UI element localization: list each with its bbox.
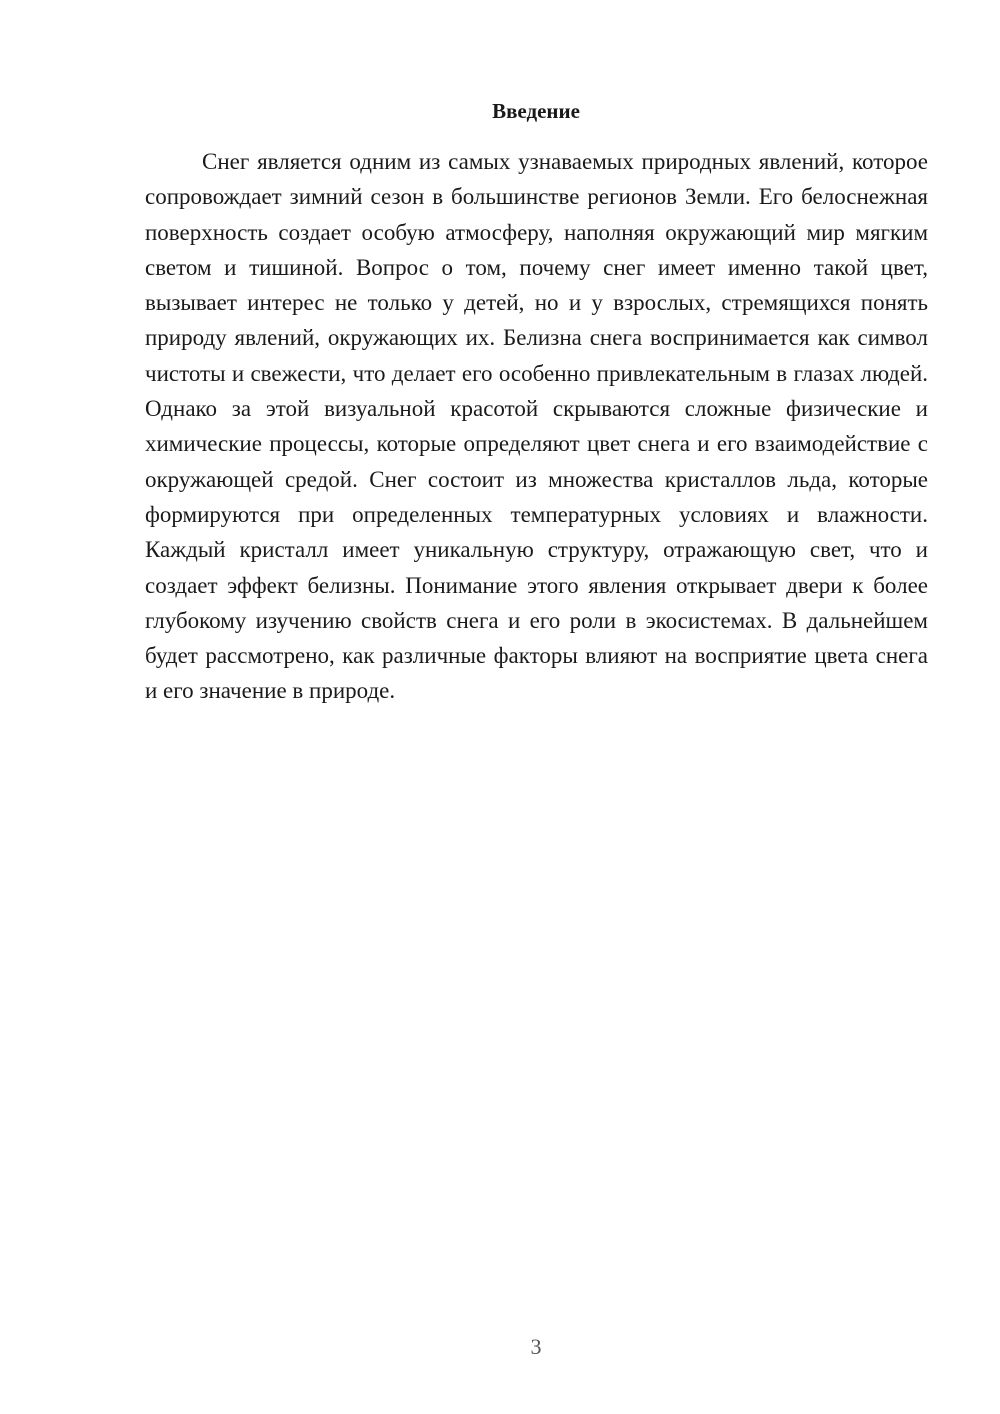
body-paragraph: Снег является одним из самых узнаваемых природных явлений, которое сопровождает зимний сезон в большинстве регионов Земли. Его белоснежная поверхность создает особую атмосферу, наполняя окружающий мир мягким светом и тишиной. Вопрос о том, почему снег имеет именно такой цвет, вызывает интерес не только у детей, но и у взрослых, стремящихся понять природу явлений, окружающих их. Белизна снега воспринимается как символ чистоты и свежести, что делает его особенно привлекательным в глазах людей. Однако за этой визуальной красотой скрываются сложные физические и химические процессы, которые определяют цвет снега и его взаимодействие с окружающей средой. Снег состоит из множества кристаллов льда, которые формируются при определенных температурных условиях и влажности. Каждый кристалл имеет уникальную структуру, отражающую свет, что и создает эффект белизны. Понимание этого явления открывает двери к более глубокому изучению свойств снега и его роли в экосистемах. В дальнейшем будет рассмотрено, как различные факторы влияют на восприятие цвета снега и его значение в природе. <box>145 149 928 704</box>
page-number: 3 <box>530 1334 542 1359</box>
section-heading: Введение <box>492 99 580 123</box>
